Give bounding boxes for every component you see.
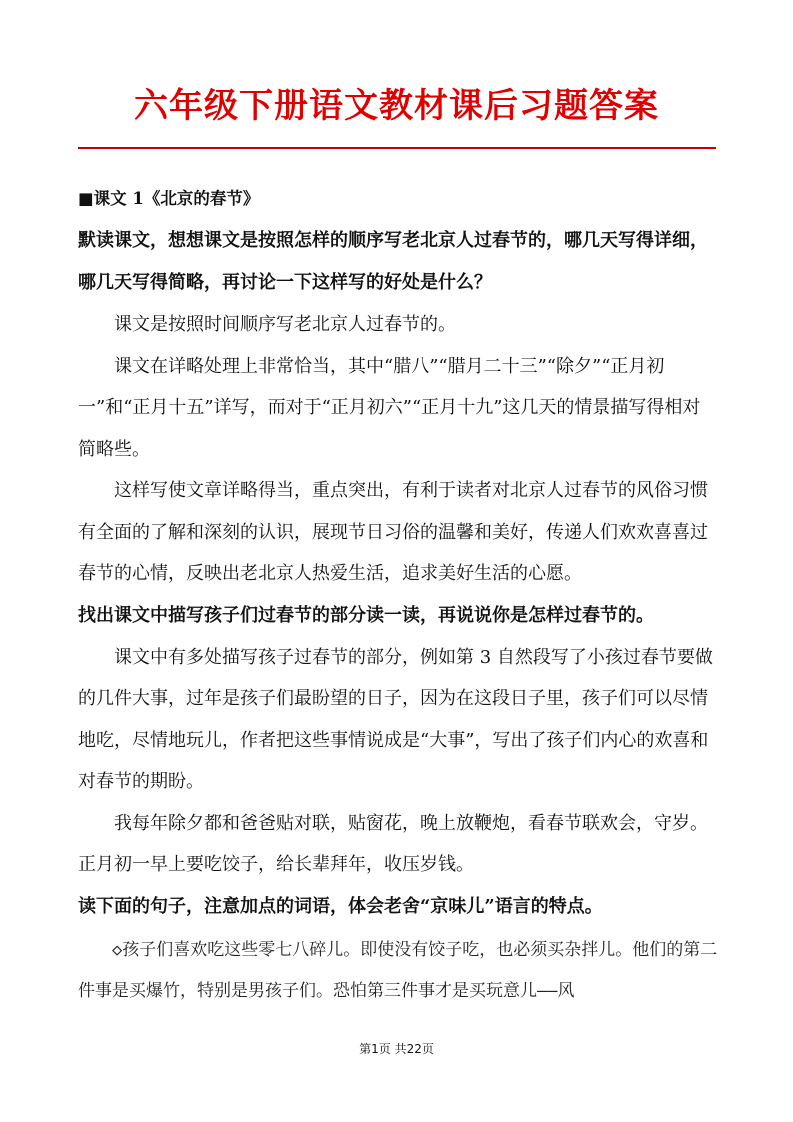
- title-divider: [78, 147, 716, 149]
- question-2: 找出课文中描写孩子们过春节的部分读一读，再说说你是怎样过春节的。: [78, 604, 654, 626]
- question-3: 读下面的句子，注意加点的词语，体会老舍“京味儿”语言的特点。: [78, 895, 603, 917]
- quoted-sentences: ◇孩子们喜欢吃这些零七八碎儿。即使没有饺子吃，也必须买杂拌儿。他们的第二件事是买爆竹，特别是男孩子们。恐怕第三件事才是买玩意儿——风: [78, 939, 718, 1001]
- answer-2-paragraph-2: 我每年除夕都和爸爸贴对联，贴窗花，晚上放鞭炮，看春节联欢会，守岁。正月初一早上要吃饺子，给长辈拜年，收压岁钱。: [78, 812, 708, 875]
- document-body: [78, 178, 718, 1012]
- lesson-heading: ■课文 1《北京的春节》: [78, 189, 260, 208]
- answer-2-paragraph-1: 课文中有多处描写孩子过春节的部分，例如第 3 自然段写了小孩过春节要做的几件大事，过年是孩子们最盼望的日子，因为在这段日子里，孩子们可以尽情地吃，尽情地玩儿，作者把这些事情说成是“大事”，写出了孩子们内心的欢喜和对春节的期盼。: [78, 646, 713, 792]
- answer-1-paragraph-3: 这样写使文章详略得当，重点突出，有利于读者对北京人过春节的风俗习惯有全面的了解和深刻的认识，展现节日习俗的温馨和美好，传递人们欢欢喜喜过春节的心情，反映出老北京人热爱生活，追求美好生活的心愿。: [78, 480, 708, 584]
- question-1: 默读课文，想想课文是按照怎样的顺序写老北京人过春节的，哪几天写得详细，哪几天写得简略，再讨论一下这样写的好处是什么？: [78, 230, 708, 293]
- answer-1-paragraph-2: 课文在详略处理上非常恰当，其中“腊八”“腊月二十三”“除夕”“正月初一”和“正月十五”详写，而对于“正月初六”“正月十九”这几天的情景描写得相对简略些。: [78, 355, 701, 460]
- document-title: 六年级下册语文教材课后习题答案: [134, 86, 659, 126]
- page-footer: 第1页 共22页: [359, 1042, 434, 1056]
- answer-1-paragraph-1: 课文是按照时间顺序写老北京人过春节的。: [114, 314, 456, 335]
